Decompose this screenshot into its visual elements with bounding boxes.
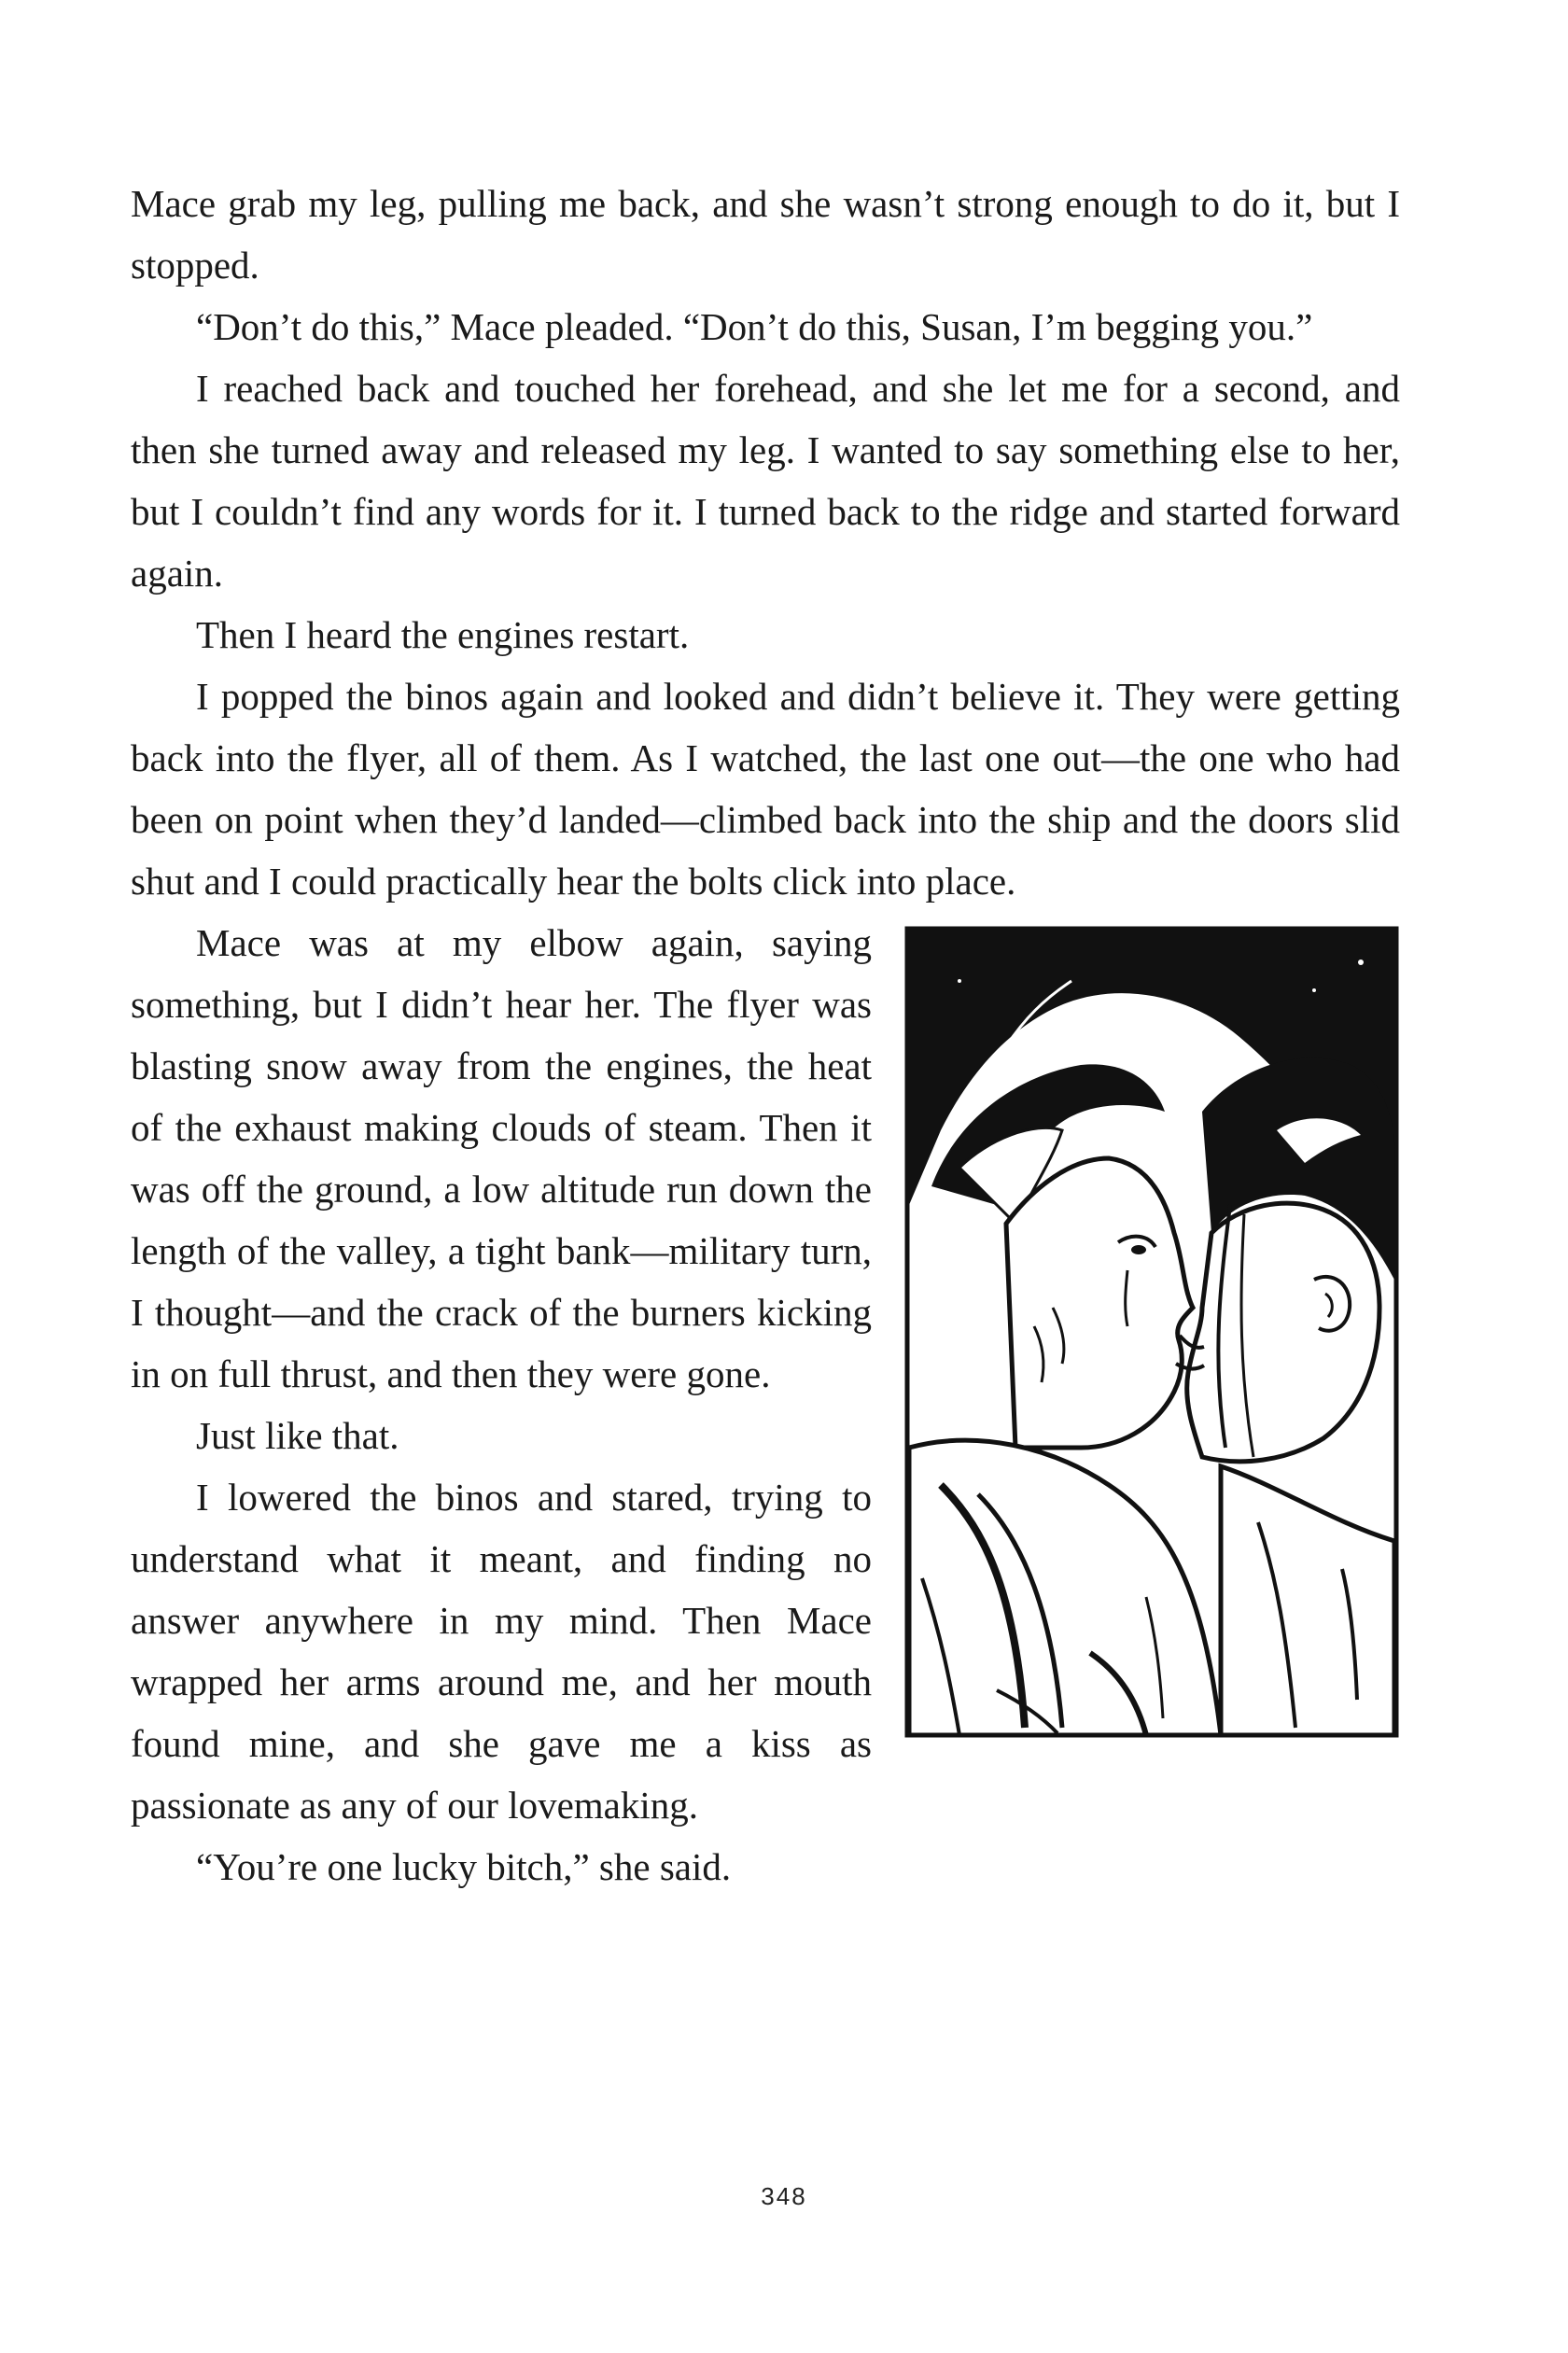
paragraph-8: I lowered the binos and stared, trying to understand what it meant, and finding no answer anywhere in my mind. Then Mace wrapped her arms around me, and her mouth found mine, and she gave me a kiss as passionate as any of our lovemaking. (131, 1476, 872, 1827)
paragraph-6: Mace was at my elbow again, saying something, but I didn’t hear her. The flyer was blasting snow away from the engines, the heat of the exhaust making clouds of steam. Then it was off the ground, a low altitude run down the length of the valley, a tight bank—military turn, I thought—and the crack of the burners kicking in on full thrust, and then they were gone. (131, 921, 872, 1395)
paragraph-4: Then I heard the engines restart. (196, 613, 690, 656)
paragraph-1: Mace grab my leg, pulling me back, and she wasn’t strong enough to do it, but I stopped. (131, 182, 1400, 287)
paragraph-5: I popped the binos again and looked and didn’t believe it. They were getting back into the flyer, all of them. As I watched, the last one out—the one who had been on point when they’d landed—climbed back into the ship and the doors slid shut and I could practically hear the bolts click into place. (131, 675, 1400, 903)
paragraph-9: “You’re one lucky bitch,” she said. (196, 1845, 732, 1888)
paragraph-7: Just like that. (196, 1414, 399, 1457)
kiss-illustration-icon (903, 925, 1400, 1739)
body-text (131, 173, 1400, 1898)
paragraph-2: “Don’t do this,” Mace pleaded. “Don’t do this, Susan, I’m begging you.” (196, 305, 1313, 348)
ink-illustration (903, 925, 1400, 1739)
page-number: 348 (761, 2182, 807, 2210)
paragraph-3: I reached back and touched her forehead, and she let me for a second, and then she turned away and released my leg. I wanted to say something else to her, but I couldn’t find any words for it. I turned back to the ridge and started forward again. (131, 367, 1400, 595)
